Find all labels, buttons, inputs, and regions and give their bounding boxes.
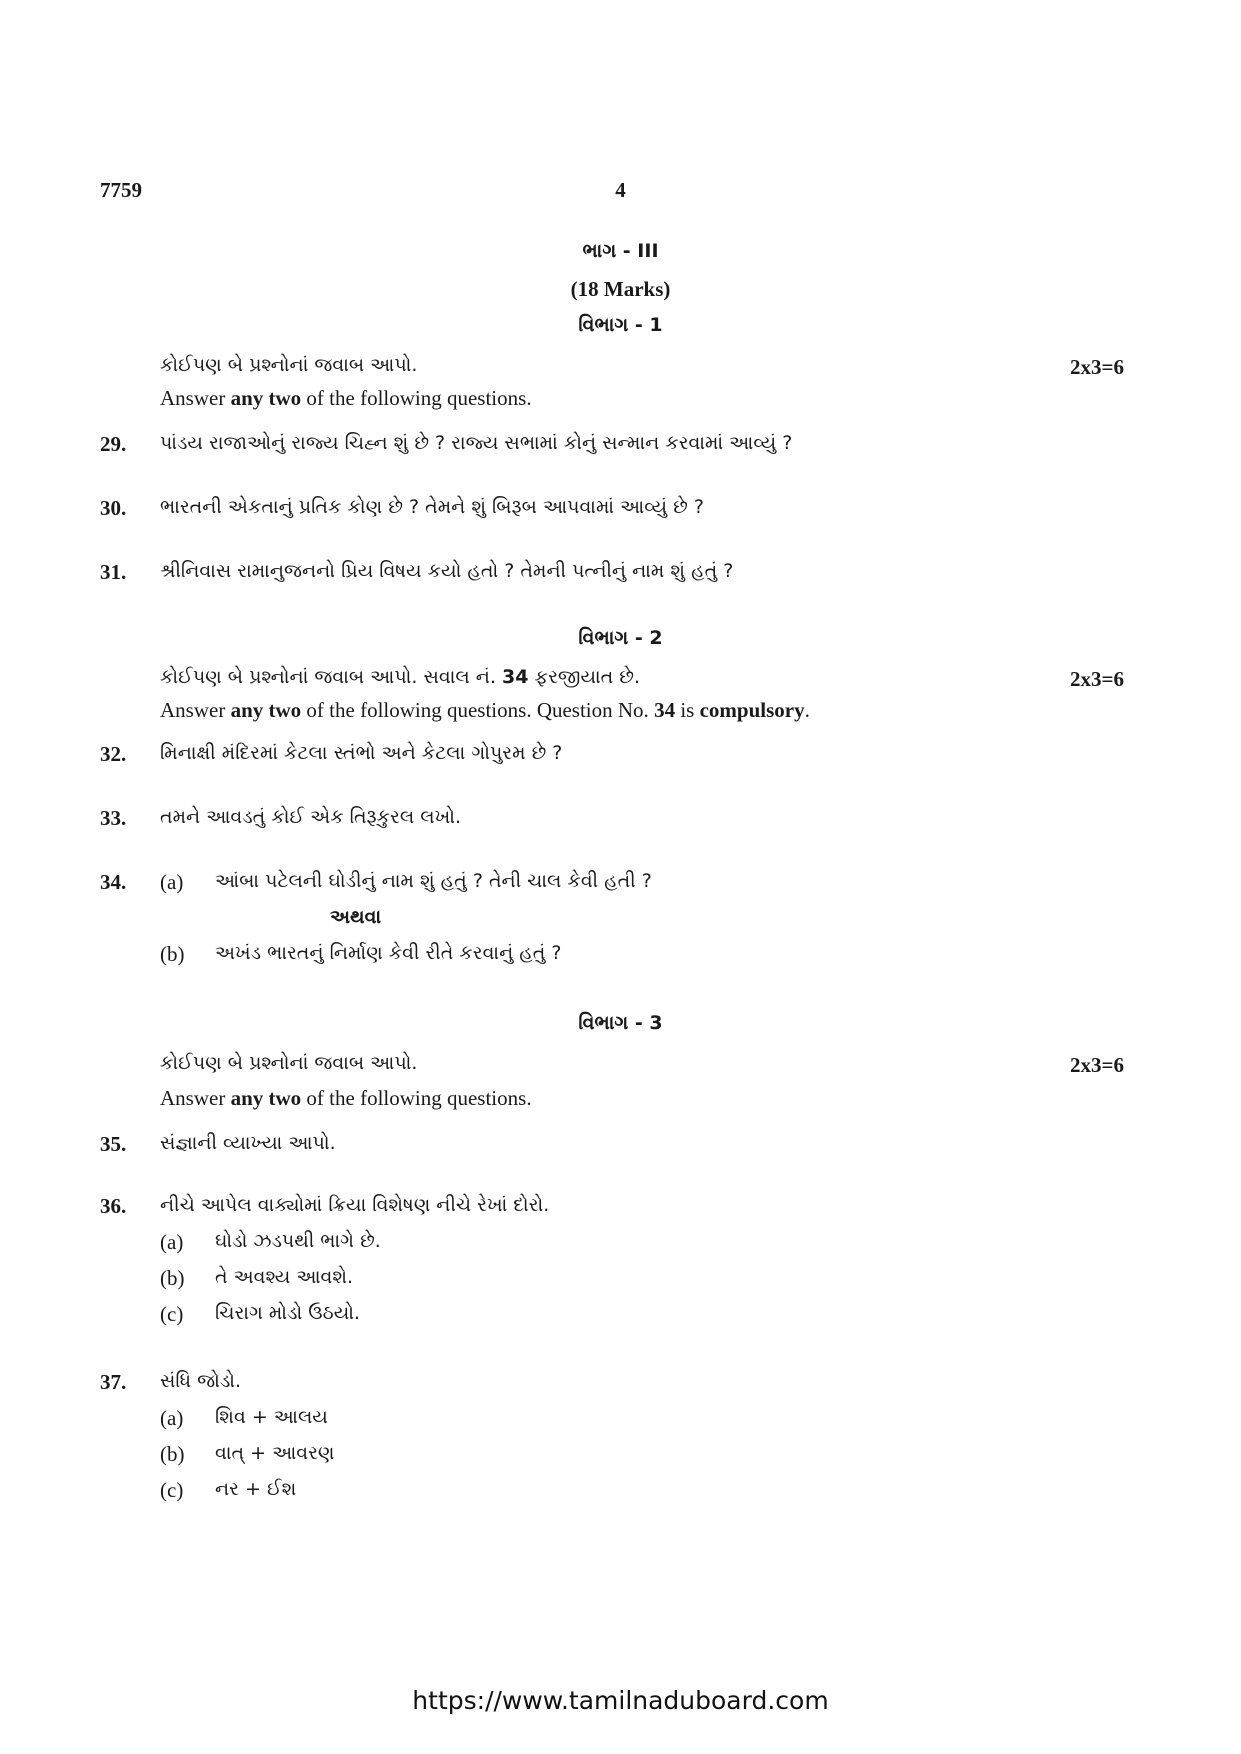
instruction-text: is [675, 698, 700, 722]
section3-instruction-english [160, 1086, 532, 1111]
section1-instruction-english [160, 386, 532, 411]
section2-marks: 2x3=6 [1070, 667, 1124, 691]
instruction-text: Answer [160, 698, 231, 722]
instruction-text: of the following questions. Question No. [301, 698, 655, 722]
section3-title: વિભાગ - 3 [578, 1012, 663, 1034]
instruction-emphasis: any two [230, 386, 302, 410]
part-marks: (18 Marks) [570, 277, 671, 301]
part-title: ભાગ - III [582, 240, 659, 262]
question-34a-text: આંબા પટેલની ઘોડીનું નામ શું હતું ? તેની ચાલ કેવી હતી ? [215, 870, 652, 892]
question-number-29: 29. [100, 432, 127, 456]
question-number-32: 32. [100, 742, 127, 766]
question-33-text: તમને આવડતું કોઈ એક તિરૂકુરલ લખો. [160, 806, 462, 828]
section2-instruction-english [160, 698, 810, 723]
question-37-text: સંધિ જોડો. [160, 1370, 242, 1392]
question-36a-text: ઘોડો ઝડપથી ભાગે છે. [215, 1230, 381, 1252]
section2-title: વિભાગ - 2 [578, 627, 663, 649]
question-number-37: 37. [100, 1370, 127, 1394]
question-36c-label: (c) [160, 1302, 184, 1326]
question-36b-label: (b) [160, 1266, 185, 1290]
instruction-emphasis: any two [230, 698, 302, 722]
instruction-text: . [804, 698, 810, 722]
or-separator: અથવા [330, 906, 382, 928]
instruction-text: of the following questions. [301, 386, 532, 410]
section1-title: વિભાગ - 1 [578, 314, 663, 336]
question-37a-label: (a) [160, 1406, 184, 1430]
question-29-text: પાંડય રાજાઓનું રાજ્ય ચિહ્ન શું છે ? રાજ્ય સભામાં કોનું સન્માન કરવામાં આવ્યું ? [160, 432, 793, 454]
section3-marks: 2x3=6 [1070, 1053, 1124, 1077]
question-number-36: 36. [100, 1194, 127, 1218]
question-36c-text: ચિરાગ મોડો ઉઠયો. [215, 1302, 361, 1324]
question-36a-label: (a) [160, 1230, 184, 1254]
instruction-text: Answer [160, 1086, 231, 1110]
instruction-emphasis: any two [230, 1086, 302, 1110]
question-37c-text: નર + ઈશ [215, 1478, 297, 1500]
instruction-emphasis: 34 [502, 666, 529, 688]
question-37b-label: (b) [160, 1442, 185, 1466]
question-number-35: 35. [100, 1132, 127, 1156]
section1-instruction-gujarati: કોઈપણ બે પ્રશ્નોનાં જવાબ આપો. [160, 354, 418, 376]
question-37c-label: (c) [160, 1478, 184, 1502]
section3-instruction-gujarati: કોઈપણ બે પ્રશ્નોનાં જવાબ આપો. [160, 1052, 418, 1074]
question-number-30: 30. [100, 496, 127, 520]
section2-instruction-gujarati [160, 666, 640, 688]
question-number-34: 34. [100, 870, 127, 894]
footer-url-link[interactable]: https://www.tamilnaduboard.com [412, 1686, 829, 1715]
instruction-text: કોઈપણ બે પ્રશ્નોનાં જવાબ આપો. સવાલ નં. [160, 666, 503, 688]
question-36-text: નીચે આપેલ વાક્યોમાં ક્રિયા વિશેષણ નીચે રેખાં દોરો. [160, 1194, 550, 1216]
instruction-text: ફરજીયાત છે. [528, 666, 641, 688]
instruction-emphasis: 34 [654, 698, 676, 722]
instruction-emphasis: compulsory [699, 698, 805, 722]
question-31-text: શ્રીનિવાસ રામાનુજનનો પ્રિય વિષય કયો હતો ? તેમની પત્નીનું નામ શું હતું ? [160, 560, 734, 582]
question-number-31: 31. [100, 560, 127, 584]
question-34b-label: (b) [160, 942, 185, 966]
page-number: 4 [615, 178, 626, 202]
question-32-text: મિનાક્ષી મંદિરમાં કેટલા સ્તંભો અને કેટલા ગોપુરમ છે ? [160, 742, 563, 764]
question-36b-text: તે અવશ્ય આવશે. [215, 1266, 354, 1288]
instruction-text: of the following questions. [301, 1086, 532, 1110]
section1-marks: 2x3=6 [1070, 355, 1124, 379]
question-37b-text: વાત્ + આવરણ [215, 1442, 335, 1464]
question-30-text: ભારતની એકતાનું પ્રતિક કોણ છે ? તેમને શું બિરૂબ આપવામાં આવ્યું છે ? [160, 496, 704, 518]
paper-code: 7759 [100, 178, 142, 202]
question-34a-label: (a) [160, 870, 184, 894]
question-34b-text: અખંડ ભારતનું નિર્માણ કેવી રીતે કરવાનું હતું ? [215, 942, 562, 964]
question-37a-text: શિવ + આલય [215, 1406, 328, 1428]
question-35-text: સંજ્ઞાની વ્યાખ્યા આપો. [160, 1132, 336, 1154]
instruction-text: Answer [160, 386, 231, 410]
question-number-33: 33. [100, 806, 127, 830]
